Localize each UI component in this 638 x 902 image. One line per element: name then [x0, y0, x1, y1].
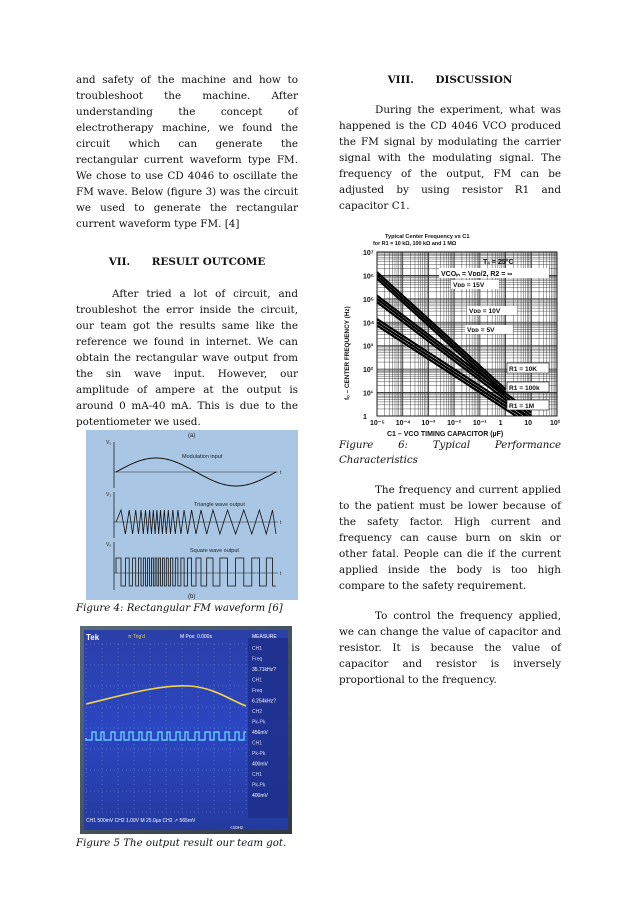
scope-side-label: 400mV: [252, 793, 268, 799]
fig4-v1: V₁: [106, 440, 112, 446]
chart-ylabel: fₒ – CENTER FREQUENCY (Hz): [344, 306, 351, 400]
chart-y-tick: 10¹: [363, 390, 374, 398]
fig4-mod-label: Modulation input: [182, 454, 223, 460]
chart-y-tick: 10⁴: [363, 320, 375, 328]
chart-y-tick: 10⁶: [363, 273, 375, 281]
figure-5-svg: [80, 626, 292, 834]
scope-side-label: 35.71kHz?: [252, 667, 276, 673]
chart-xlabel: C1 – VCO TIMING CAPACITOR (µF): [387, 431, 504, 438]
chart-y-tick: 10⁵: [363, 296, 375, 304]
paragraph-discussion: During the experiment, what was happened is the CD 4046 VCO produced the FM signal by modulating the carrier signal with the modulating signal. The frequency of the output, FM can be adjusted by using resistor R1 and capacitor C1.: [339, 104, 561, 212]
chart-ta-label: Tₐ = 25°C: [483, 259, 514, 266]
figure-5-caption: Figure 5 The output result our team got.: [76, 838, 287, 849]
scope-side-label: 6.254kHz?: [252, 698, 276, 705]
chart-title: Typical Center Frequency vs C1: [385, 234, 470, 240]
scope-side-label: CH1: [252, 646, 263, 652]
chart-y-tick: 10³: [363, 343, 374, 351]
fig4-label-a: (a): [188, 433, 196, 439]
scope-brand: Tek: [86, 633, 100, 642]
figure-6-svg: [339, 230, 561, 440]
chart-x-tick: 10⁻⁵: [370, 420, 385, 427]
paragraph-control: To control the frequency applied, we can change the value of capacitor and resistor. It is because the value of capacitor and resistor is inversely proportional to the frequency.: [339, 610, 561, 686]
chart-x-tick: 10: [524, 420, 533, 427]
chart-x-tick: 10⁻²: [447, 420, 461, 427]
fig4-v2: V₂: [106, 492, 112, 498]
chart-x-tick: 10⁻¹: [472, 420, 487, 427]
chart-vdd5-label: Vᴅᴅ = 5V: [467, 327, 495, 334]
scope-mpos: M Pos: 0.000s: [180, 634, 212, 640]
scope-side-label: 456mV: [252, 730, 268, 736]
chart-r10k-label: R1 = 10K: [509, 366, 538, 373]
fig4-tri-label: Triangle wave output: [194, 502, 245, 508]
scope-trig: π Trig'd: [128, 634, 145, 640]
figure-6-caption: Figure 6: Typical Performance Characteristics: [339, 440, 565, 466]
scope-side-label: CH1: [252, 772, 263, 778]
section-heading-result-outcome: VII. RESULT OUTCOME: [108, 256, 266, 268]
scope-bottom-freq: <10Hz: [230, 825, 244, 830]
scope-side-label: CH1: [252, 740, 263, 747]
scope-side-label: Pk-Pk: [252, 751, 266, 757]
chart-y-tick: 1: [363, 414, 367, 421]
chart-x-tick: 1: [498, 420, 503, 427]
paragraph-intro: and safety of the machine and how to troubleshoot the machine. After understanding the concept of electrotherapy machine, we found the circuit which can generate the rectangular current waveform type FM. We chose to use CD 4046 to oscillate the FM wave. Below (figure 3) was the circuit we used to generate the rectangular current waveform type FM. [4]: [76, 74, 298, 230]
chart-vcoin-label: VCOᵢₙ = Vᴅᴅ/2, R2 = ∞: [441, 271, 513, 278]
figure-4-rectangular-fm: [86, 430, 298, 600]
paragraph-safety: The frequency and current applied to the patient must be lower because of the safety factor. High current and frequency can cause burn on skin or other fatal. People can die if the current applied inside the body is too high compare to the safety requirement.: [339, 484, 561, 592]
right-column: [339, 72, 565, 688]
scope-side-label: Pk-Pk: [252, 782, 266, 789]
chart-x-tick: 10²: [550, 420, 561, 427]
left-column: [76, 72, 298, 851]
fig4-t2: t: [280, 520, 282, 526]
chart-vdd15-label: Vᴅᴅ = 15V: [453, 282, 485, 289]
figure-5-oscilloscope-photo: [80, 626, 292, 834]
chart-r100k-label: R1 = 100k: [509, 385, 540, 392]
fig4-vo: Vₒ: [106, 542, 112, 548]
scope-side-label: Freq: [252, 688, 263, 694]
chart-y-tick: 10²: [363, 367, 374, 375]
paragraph-result: After tried a lot of circuit, and troubleshot the error inside the circuit, our team got the results same like the reference we found in internet. We can obtain the rectangular wave output from the sin wave input. However, our amplitude of ampere at the output is around 0 mA-40 mA. This is due to the potentiometer we used.: [76, 288, 298, 428]
scope-side-label: CH2: [252, 709, 263, 715]
fig4-t3: t: [280, 571, 282, 577]
fig4-t1: t: [280, 470, 282, 476]
figure-4-caption: Figure 4: Rectangular FM waveform [6]: [76, 603, 283, 614]
section-heading-discussion: VIII. DISCUSSION: [387, 74, 513, 86]
scope-side-label: 400mV: [252, 761, 268, 768]
fig4-sq-label: Square wave output: [190, 548, 239, 554]
scope-measure: MEASURE: [252, 634, 277, 640]
scope-bottom-bar: CH1 500mV CH2 1.00V M 25.0µs CH2 ↗ 565mV: [86, 818, 196, 824]
chart-y-tick: 10⁷: [363, 250, 374, 257]
chart-vdd10-label: Vᴅᴅ = 10V: [469, 308, 501, 315]
scope-side-label: Freq: [252, 656, 263, 663]
fig4-label-b: (b): [188, 594, 196, 600]
chart-x-tick: 10⁻⁴: [395, 420, 411, 427]
figure-6-chart: [339, 230, 561, 440]
chart-r1m-label: R1 = 1M: [509, 403, 535, 410]
figure-4-svg: [86, 430, 298, 600]
chart-subtitle: for R1 = 10 kΩ, 100 kΩ and 1 MΩ: [373, 241, 457, 247]
scope-side-label: Pk-Pk: [252, 719, 266, 726]
chart-x-tick: 10⁻³: [421, 420, 436, 427]
scope-side-label: CH1: [252, 677, 263, 684]
